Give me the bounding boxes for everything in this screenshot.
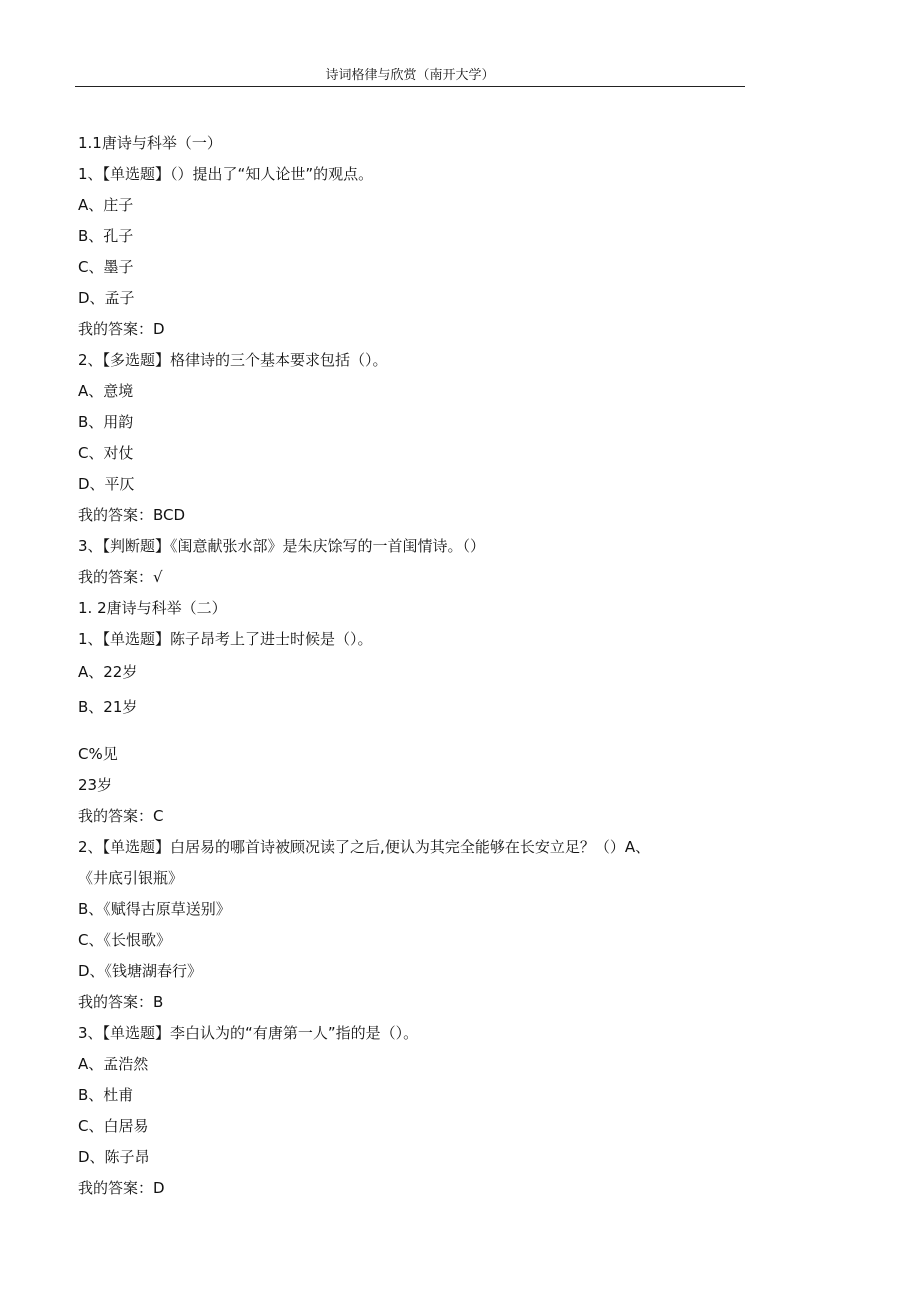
answer-option: C、对仗 [78, 444, 134, 462]
answer-option: C%见 [78, 745, 118, 763]
section-heading: 1. 2唐诗与科举（二） [78, 599, 227, 617]
answer-option: D、孟子 [78, 289, 135, 307]
answer-option: 23岁 [78, 776, 113, 794]
question-text: 1、【单选题】陈子昂考上了进士时候是（）。 [78, 630, 373, 648]
answer-option: C、白居易 [78, 1117, 149, 1135]
question-text: 2、【多选题】格律诗的三个基本要求包括（）。 [78, 351, 388, 369]
my-answer: 我的答案：BCD [78, 506, 186, 524]
question-text: 2、【单选题】白居易的哪首诗被顾况读了之后,便认为其完全能够在长安立足？（）A、 [78, 838, 651, 856]
answer-option: B、用韵 [78, 413, 134, 431]
answer-option: 《井底引银瓶》 [78, 869, 184, 887]
answer-option: A、庄子 [78, 196, 134, 214]
my-answer: 我的答案：D [78, 1179, 165, 1197]
my-answer: 我的答案：D [78, 320, 165, 338]
answer-option: B、杜甫 [78, 1086, 134, 1104]
my-answer: 我的答案：B [78, 993, 164, 1011]
answer-option: B、孔子 [78, 227, 134, 245]
answer-option: D、陈子昂 [78, 1148, 150, 1166]
page-header [75, 64, 745, 87]
answer-option: B、《赋得古原草送别》 [78, 900, 231, 918]
question-text: 3、【判断题】《闺意献张水部》是朱庆馀写的一首闺情诗。（） [78, 537, 486, 555]
section-heading: 1.1唐诗与科举（一） [78, 134, 222, 152]
my-answer: 我的答案：√ [78, 568, 163, 586]
question-text: 3、【单选题】李白认为的“有唐第一人”指的是（）。 [78, 1024, 419, 1042]
answer-option: A、意境 [78, 382, 134, 400]
answer-option: A、22岁 [78, 663, 138, 681]
answer-option: A、孟浩然 [78, 1055, 149, 1073]
question-text: 1、【单选题】（）提出了“知人论世”的观点。 [78, 165, 374, 183]
answer-option: C、墨子 [78, 258, 134, 276]
answer-option: D、平仄 [78, 475, 135, 493]
answer-option: D、《钱塘湖春行》 [78, 962, 203, 980]
document-title: 诗词格律与欣赏（南开大学） [325, 68, 495, 83]
answer-option: C、《长恨歌》 [78, 931, 171, 949]
answer-option: B、21岁 [78, 698, 138, 716]
my-answer: 我的答案：C [78, 807, 164, 825]
